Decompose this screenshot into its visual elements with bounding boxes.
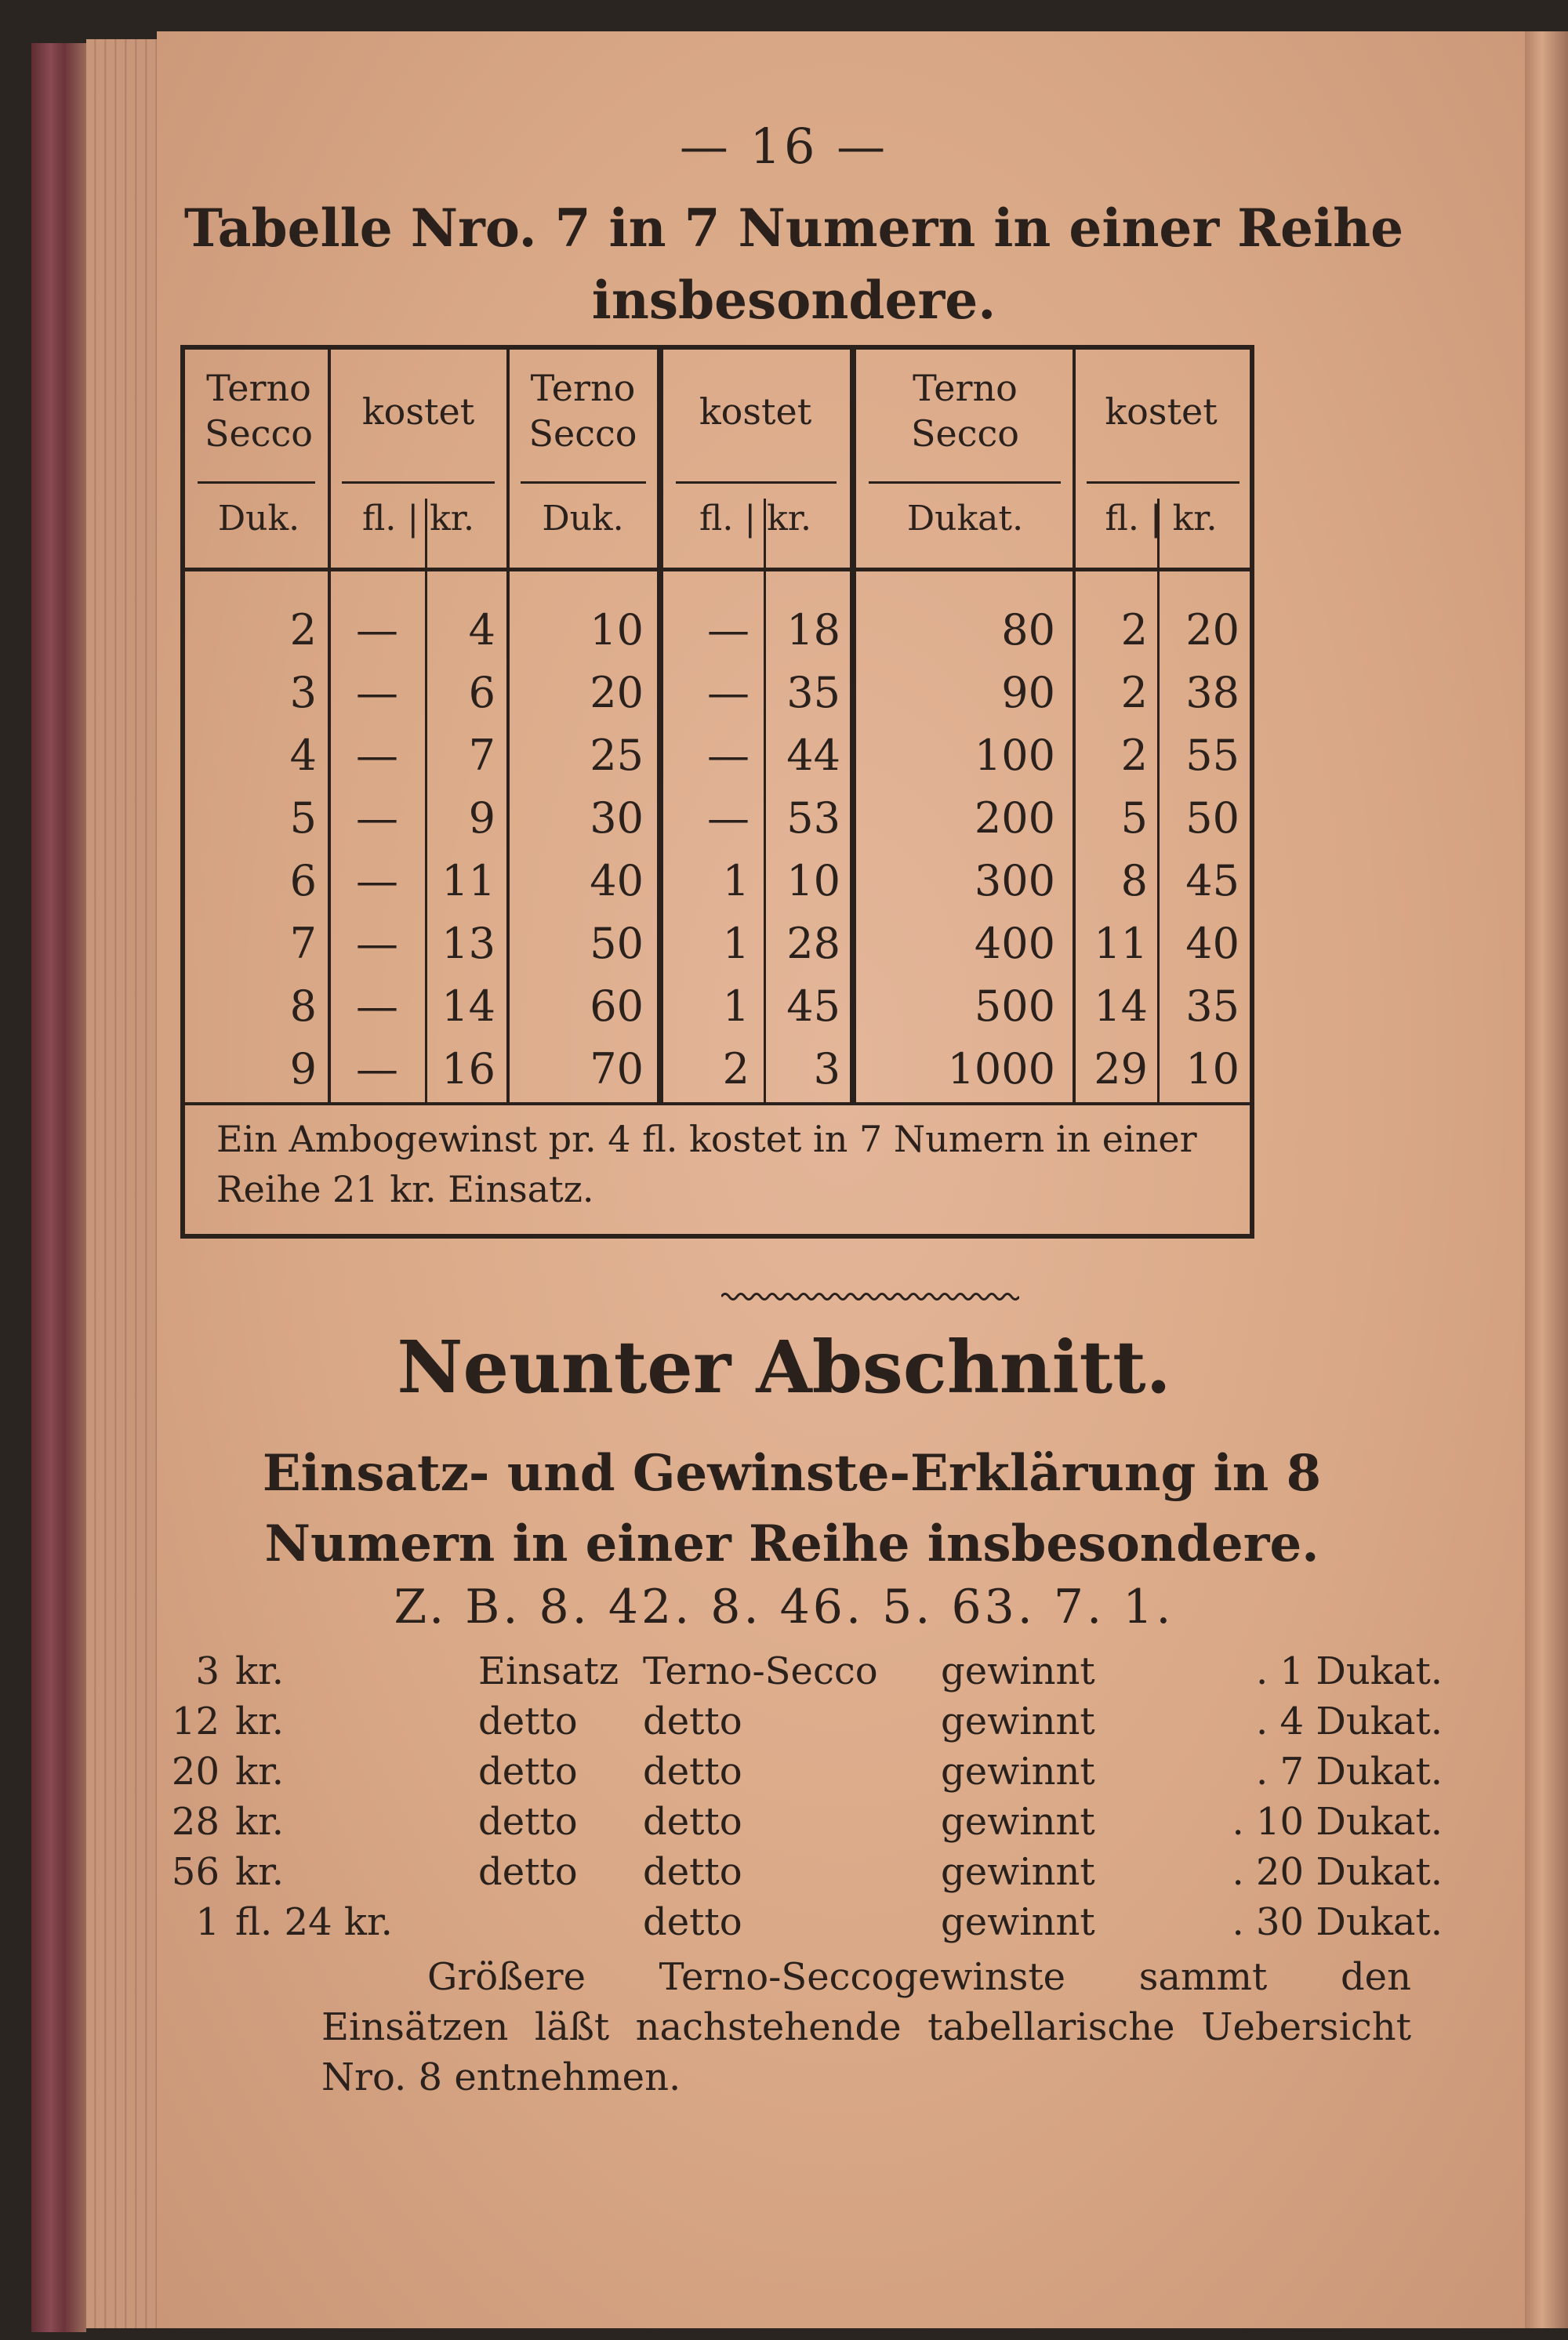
table-cell: 2 (289, 605, 317, 655)
stake-verb: gewinnt (941, 1850, 1095, 1894)
stake-unit: kr. (235, 1649, 285, 1693)
stake-row (157, 1747, 1443, 1797)
table-cell: 9 (468, 793, 495, 843)
table-cell: 60 (590, 981, 644, 1031)
header-terno-secco-2: Terno Secco (528, 367, 637, 455)
table-cell: — (707, 731, 750, 780)
stake-game: detto (643, 1750, 742, 1794)
stake-prize: . 1 Dukat. (1256, 1649, 1443, 1693)
table-cell: 10 (786, 856, 840, 905)
table-cell: 14 (441, 981, 495, 1031)
table-cell: — (356, 605, 398, 655)
table-cell: 35 (786, 668, 840, 717)
header-terno-secco-3: Terno Secco (911, 367, 1019, 455)
table-cell: 7 (468, 731, 495, 780)
subheader-dukat-3: Dukat. (906, 499, 1024, 539)
table-cell: 100 (974, 731, 1055, 780)
stake-row (157, 1696, 1443, 1747)
table-cell: 10 (1185, 1044, 1240, 1094)
stake-game: detto (643, 1700, 742, 1743)
subheader-fl-kr-3: fl. | kr. (1105, 499, 1218, 539)
stake-unit: fl. 24 kr. (235, 1900, 393, 1944)
section-subheading: Einsatz- und Gewinste-Erklärung in 8 Numern in einer Reihe insbesondere. (262, 1444, 1322, 1573)
table-cell: 6 (289, 856, 317, 905)
table-cell: 38 (1185, 668, 1240, 717)
stake-kind: detto (478, 1700, 578, 1743)
header-kostet-1: kostet (361, 390, 475, 433)
table-cell: 35 (1185, 981, 1240, 1031)
table-cell: 500 (974, 981, 1055, 1031)
table-cell: 25 (590, 731, 644, 780)
table-cell: 90 (1001, 668, 1055, 717)
table-cell: 5 (1120, 793, 1148, 843)
stake-kind: detto (478, 1850, 578, 1894)
stake-prize: . 20 Dukat. (1232, 1850, 1443, 1894)
table-cell: — (356, 1044, 398, 1094)
table-title: Tabelle Nro. 7 in 7 Numern in einer Reihe insbesondere. (183, 198, 1404, 331)
table-cell: 80 (1001, 605, 1055, 655)
subheader-fl-kr-1: fl. | kr. (362, 499, 474, 539)
stake-verb: gewinnt (941, 1900, 1095, 1944)
closing-paragraph: Größere Terno-Seccogewinste sammt den Einsätzen läßt nachstehende tabellarische Uebersicht Nro. 8 entnehmen. (321, 1955, 1411, 2099)
example-numbers: Z. B. 8. 42. 8. 46. 5. 63. 7. 1. (394, 1580, 1174, 1634)
table-cell: 4 (289, 731, 317, 780)
table-cell: — (707, 793, 750, 843)
stake-verb: gewinnt (941, 1649, 1095, 1693)
table-cell: 50 (590, 919, 644, 968)
stake-amount: 28 (171, 1800, 220, 1844)
stake-amount: 1 (195, 1900, 220, 1944)
stake-amount: 3 (195, 1649, 220, 1693)
stake-unit: kr. (235, 1750, 285, 1794)
stake-row (157, 1646, 1443, 1696)
table-cell: 1000 (947, 1044, 1055, 1094)
stake-verb: gewinnt (941, 1800, 1095, 1844)
table-cell: — (356, 856, 398, 905)
stake-prize: . 30 Dukat. (1232, 1900, 1443, 1944)
table-cell: 20 (590, 668, 644, 717)
table-cell: 11 (441, 856, 495, 905)
stake-unit: kr. (235, 1850, 285, 1894)
table-cell: 13 (441, 919, 495, 968)
table-cell: 29 (1094, 1044, 1148, 1094)
table-cell: — (356, 919, 398, 968)
stake-amount: 20 (171, 1750, 220, 1794)
stake-row (157, 1897, 1443, 1947)
header-kostet-3: kostet (1105, 390, 1218, 433)
stake-verb: gewinnt (941, 1750, 1095, 1794)
stake-row (157, 1847, 1443, 1897)
table-cell: 4 (468, 605, 495, 655)
table-cell: — (356, 668, 398, 717)
table-cell: 1 (722, 981, 750, 1031)
stake-amount: 12 (171, 1700, 220, 1743)
table-cell: 18 (786, 605, 840, 655)
stake-verb: gewinnt (941, 1700, 1095, 1743)
stake-game: Terno-Secco (643, 1649, 878, 1693)
stake-prize: . 10 Dukat. (1232, 1800, 1443, 1844)
stake-game: detto (643, 1900, 742, 1944)
table-cell: 8 (1120, 856, 1148, 905)
section-heading: Neunter Abschnitt. (397, 1325, 1171, 1409)
table-cell: — (707, 605, 750, 655)
decorative-rule (721, 1290, 1019, 1304)
stake-game: detto (643, 1800, 742, 1844)
table-cell: 10 (590, 605, 644, 655)
table-cell: 45 (1185, 856, 1240, 905)
stake-kind: Einsatz (478, 1649, 619, 1693)
table-cell: 200 (974, 793, 1055, 843)
stake-unit: kr. (235, 1700, 285, 1743)
header-kostet-2: kostet (699, 390, 812, 433)
subheader-duk-2: Duk. (542, 499, 624, 539)
table-cell: 2 (1120, 668, 1148, 717)
table-cell: 55 (1185, 731, 1240, 780)
table-cell: 7 (289, 919, 317, 968)
table-cell: 1 (722, 919, 750, 968)
table-cell: 16 (441, 1044, 495, 1094)
subheader-fl-kr-2: fl. | kr. (699, 499, 811, 539)
table-cell: 2 (1120, 605, 1148, 655)
table-cell: 45 (786, 981, 840, 1031)
table-cell: — (356, 981, 398, 1031)
stake-row (157, 1797, 1443, 1847)
table-cell: 1 (722, 856, 750, 905)
stake-prize: . 7 Dukat. (1256, 1750, 1443, 1794)
table-cell: 44 (786, 731, 840, 780)
table-cell: 40 (1185, 919, 1240, 968)
table-cell: 400 (974, 919, 1055, 968)
header-terno-secco-1: Terno Secco (205, 367, 313, 455)
table-cell: 9 (289, 1044, 317, 1094)
table-cell: 300 (974, 856, 1055, 905)
table-cell: 3 (289, 668, 317, 717)
table-cell: 3 (813, 1044, 840, 1094)
table-cell: — (356, 793, 398, 843)
table-cell: — (356, 731, 398, 780)
table-cell: 5 (289, 793, 317, 843)
page-number: — 16 — (679, 118, 889, 175)
table-cell: — (707, 668, 750, 717)
stake-amount: 56 (171, 1850, 220, 1894)
table-cell: 30 (590, 793, 644, 843)
lottery-table (180, 345, 1254, 1239)
table-cell: 2 (722, 1044, 750, 1094)
book-spine (31, 43, 86, 2332)
table-cell: 28 (786, 919, 840, 968)
table-cell: 6 (468, 668, 495, 717)
table-cell: 8 (289, 981, 317, 1031)
page-gutter (1525, 31, 1568, 2328)
subheader-duk-1: Duk. (217, 499, 300, 539)
table-cell: 50 (1185, 793, 1240, 843)
table-cell: 11 (1094, 919, 1148, 968)
stake-prize: . 4 Dukat. (1256, 1700, 1443, 1743)
stake-unit: kr. (235, 1800, 285, 1844)
stake-kind: detto (478, 1750, 578, 1794)
table-cell: 14 (1094, 981, 1148, 1031)
table-cell: 40 (590, 856, 644, 905)
table-cell: 70 (590, 1044, 644, 1094)
page-edges (86, 39, 161, 2328)
stake-kind: detto (478, 1800, 578, 1844)
stake-game: detto (643, 1850, 742, 1894)
table-cell: 2 (1120, 731, 1148, 780)
table-footnote: Ein Ambogewinst pr. 4 fl. kostet in 7 Numern in einer Reihe 21 kr. Einsatz. (216, 1118, 1197, 1210)
table-cell: 53 (786, 793, 840, 843)
table-cell: 20 (1185, 605, 1240, 655)
